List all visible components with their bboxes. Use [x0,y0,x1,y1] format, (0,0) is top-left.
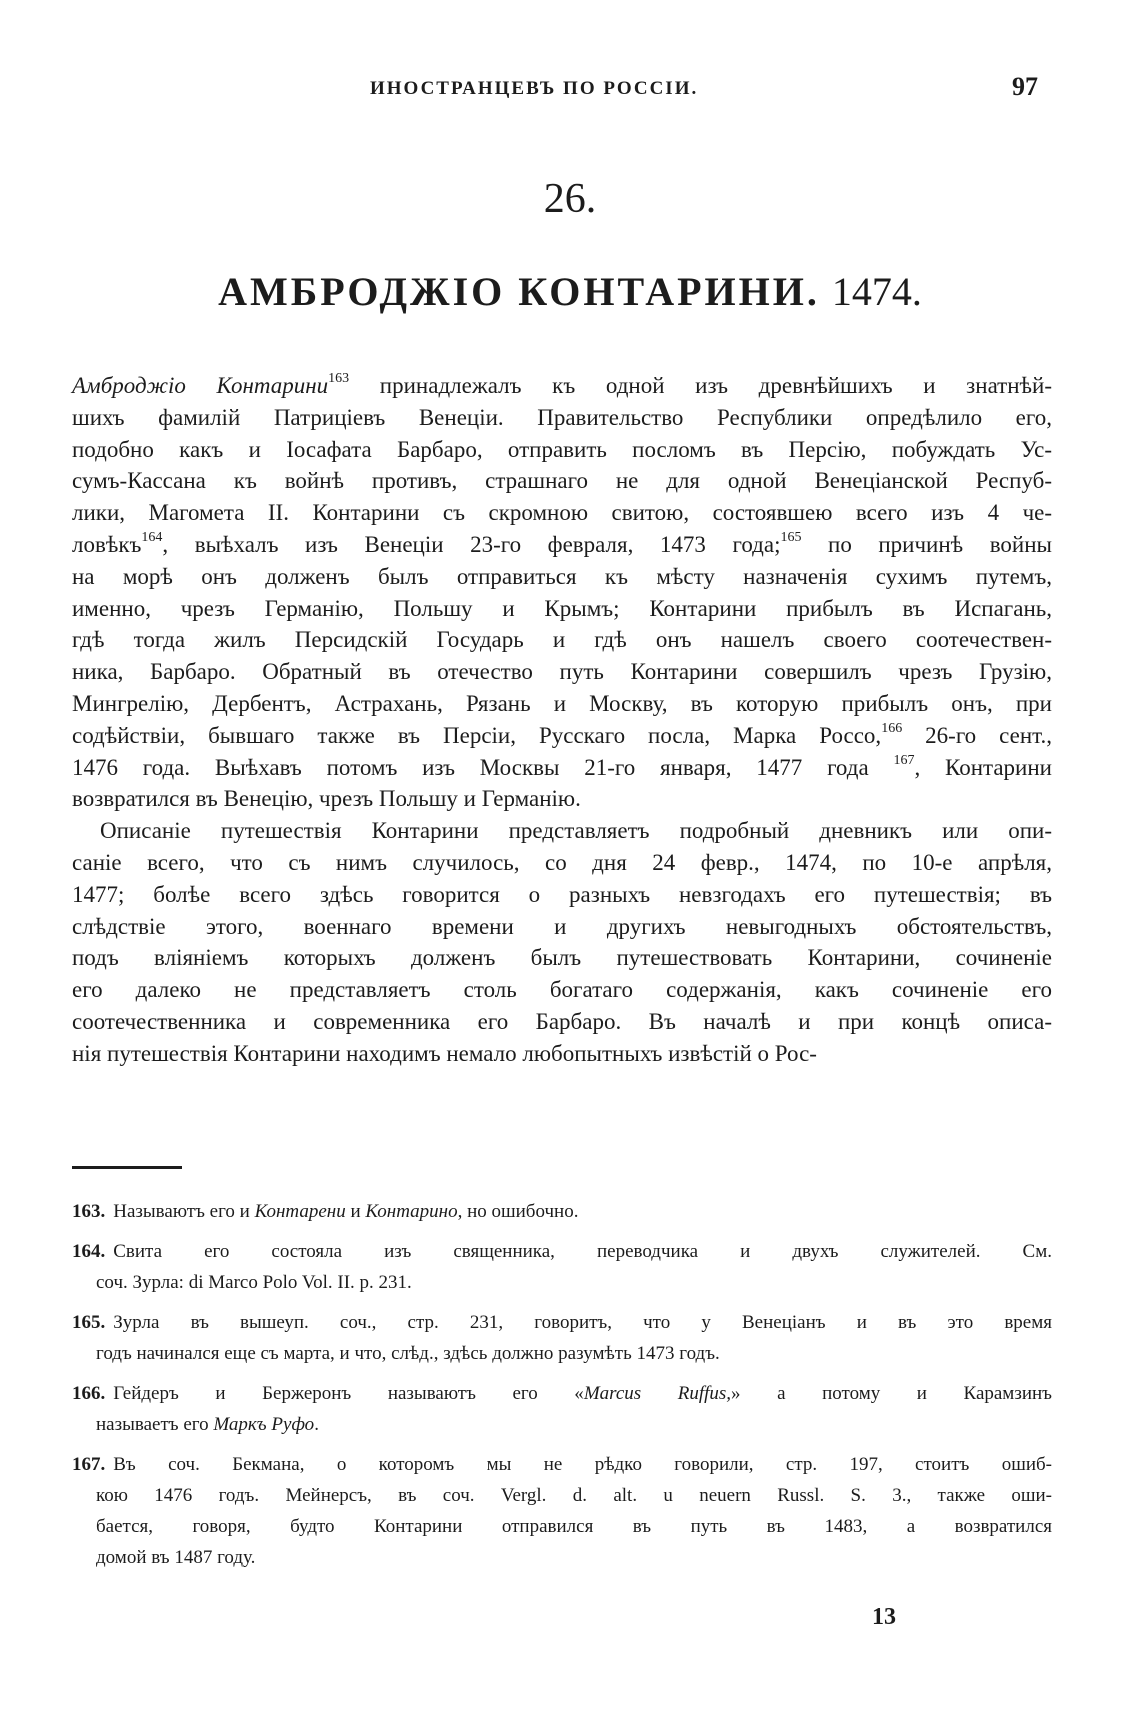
text-line: саніе всего, что съ нимъ случилось, со дня 24 февр., 1474, по 10-е апрѣля, [72,849,1052,875]
line-text: ловѣкъ [72,531,142,557]
line-text: по причинѣ войны [801,531,1052,557]
chapter-title-name: АМБРОДЖІО КОНТАРИНИ. [218,269,820,314]
signature-mark: 13 [872,1604,896,1630]
paragraph-1 [72,370,1052,815]
footnote-line [72,1409,1052,1440]
footnote-number: 167. [72,1454,106,1475]
footnote-ref: 164 [141,530,163,546]
text-line: возвратился въ Венецію, чрезъ Польшу и Германію. [72,786,581,812]
line-text: . [314,1414,319,1435]
line-text: » а потому и Карамзинъ [731,1383,1052,1404]
text-line: Мингрелію, Дербентъ, Астрахань, Рязань и Москву, въ которую прибылъ онъ, при [72,690,1052,716]
running-head: ИНОСТРАНЦЕВЪ ПО РОССІИ. [370,78,699,99]
footnote-line [72,1196,1052,1227]
footnote-163 [72,1196,1052,1227]
italic-name: Амброджіо Контарини [72,373,329,398]
line-text: называетъ его [96,1414,214,1435]
text-line: соотечественника и современника его Барбаро. Въ началѣ и при концѣ описа- [72,1008,1052,1034]
footnote-line [72,1378,1052,1409]
italic-name: Marcus Ruffus, [583,1383,732,1404]
text-line: на морѣ онъ долженъ былъ отправиться къ мѣсту назначенія сухимъ путемъ, [72,563,1052,589]
footnote-line: годъ начинался еще съ марта, и что, слѣд., здѣсь должно разумѣть 1473 годъ. [96,1343,720,1364]
footnote-167 [72,1449,1052,1573]
line-text: и [345,1201,366,1222]
line-text: содѣйствіи, бывшаго также въ Персіи, Русскаго посла, Марка Россо, [72,722,882,748]
body-text [72,370,1052,1070]
chapter-title [0,268,1140,315]
footnote-number: 164. [72,1241,106,1262]
chapter-number: 26. [543,176,597,222]
chapter-title-year: 1474. [831,269,922,314]
text-line: Описаніе путешествія Контарини представляетъ подробный дневникъ или опи- [100,818,1052,844]
italic-name: Контарино [365,1201,458,1222]
footnote-line: кою 1476 годъ. Мейнерсъ, въ соч. Vergl. d. alt. u neuern Russl. S. 3., также оши- [96,1485,1052,1506]
line-text: принадлежалъ къ одной изъ древнѣйшихъ и знатнѣй- [349,373,1052,398]
footnote-164 [72,1236,1052,1298]
line-text: Свита его состояла изъ священника, переводчика и двухъ служителей. См. [113,1241,1052,1262]
paragraph-2 [72,815,1052,1069]
text-line [72,752,1052,784]
footnote-line [72,1236,1052,1267]
footnote-line [72,1307,1052,1338]
text-line: подъ вліяніемъ которыхъ долженъ былъ путешествовать Контарини, сочиненіе [72,945,1052,971]
text-line: нія путешествія Контарини находимъ немало любопытныхъ извѣстій о Рос- [72,1040,817,1066]
line-text: , выѣхалъ изъ Венеціи 23-го февраля, 1473 года; [162,531,781,557]
text-line: слѣдствіе этого, военнаго времени и другихъ невыгодныхъ обстоятельствъ, [72,913,1052,939]
line-text: 26-го сент., [902,722,1052,748]
text-line: лики, Магомета ІІ. Контарини съ скромною свитою, состоявшею всего изъ 4 че- [72,500,1052,526]
line-text: , но ошибочно. [457,1201,579,1222]
footnote-line: домой въ 1487 году. [96,1547,256,1568]
text-line [72,529,1052,561]
line-text: , Контарини [914,754,1052,780]
footnote-number: 165. [72,1312,106,1333]
footnote-165 [72,1307,1052,1369]
italic-name: Контарени [254,1201,346,1222]
footnote-line: бается, говоря, будто Контарини отправился въ путь въ 1483, а возвратился [96,1516,1052,1537]
italic-name: Маркъ Руфо [213,1414,315,1435]
footnote-line [72,1449,1052,1480]
line-text: Гейдеръ и Бержеронъ называютъ его « [113,1383,584,1404]
line-text: Называютъ его и [113,1201,255,1222]
text-line: 1477; болѣе всего здѣсь говорится о разныхъ невзгодахъ его путешествія; въ [72,881,1052,907]
footnote-number: 166. [72,1383,106,1404]
text-line: именно, чрезъ Германію, Польшу и Крымъ; Контарини прибылъ въ Испагань, [72,595,1052,621]
text-line: ника, Барбаро. Обратный въ отечество путь Контарини совершилъ чрезъ Грузію, [72,659,1052,685]
line-text: Въ соч. Бекмана, о которомъ мы не рѣдко говорили, стр. 197, стоитъ ошиб- [113,1454,1052,1475]
footnote-ref: 166 [881,721,903,737]
text-line: его далеко не представляетъ столь богатаго содержанія, какъ сочиненіе его [72,977,1052,1003]
footnote-ref: 165 [780,530,802,546]
footnote-number: 163. [72,1201,106,1222]
footnote-divider [72,1166,182,1169]
text-line: шихъ фамилій Патриціевъ Венеціи. Правительство Республики опредѣлило его, [72,404,1052,430]
text-line: подобно какъ и Іосафата Барбаро, отправить посломъ въ Персію, побуждать Ус- [72,436,1052,462]
footnote-ref: 163 [328,371,350,387]
text-line [72,720,1052,752]
page-number: 97 [1012,72,1038,101]
text-line [72,370,1052,402]
text-line: сумъ-Кассана къ войнѣ противъ, страшнаго не для одной Венеціанской Респуб- [72,468,1052,494]
line-text: 1476 года. Выѣхавъ потомъ изъ Москвы 21-го января, 1477 года [72,754,894,780]
footnotes [72,1196,1052,1582]
footnote-166 [72,1378,1052,1440]
footnote-line: соч. Зурла: di Marco Polo Vol. II. p. 231. [96,1272,412,1293]
footnote-ref: 167 [893,752,915,768]
line-text: Зурла въ вышеуп. соч., стр. 231, говоритъ, что у Венеціанъ и въ это время [113,1312,1052,1333]
text-line: гдѣ тогда жилъ Персидскій Государь и гдѣ онъ нашелъ своего соотечествен- [72,627,1052,653]
